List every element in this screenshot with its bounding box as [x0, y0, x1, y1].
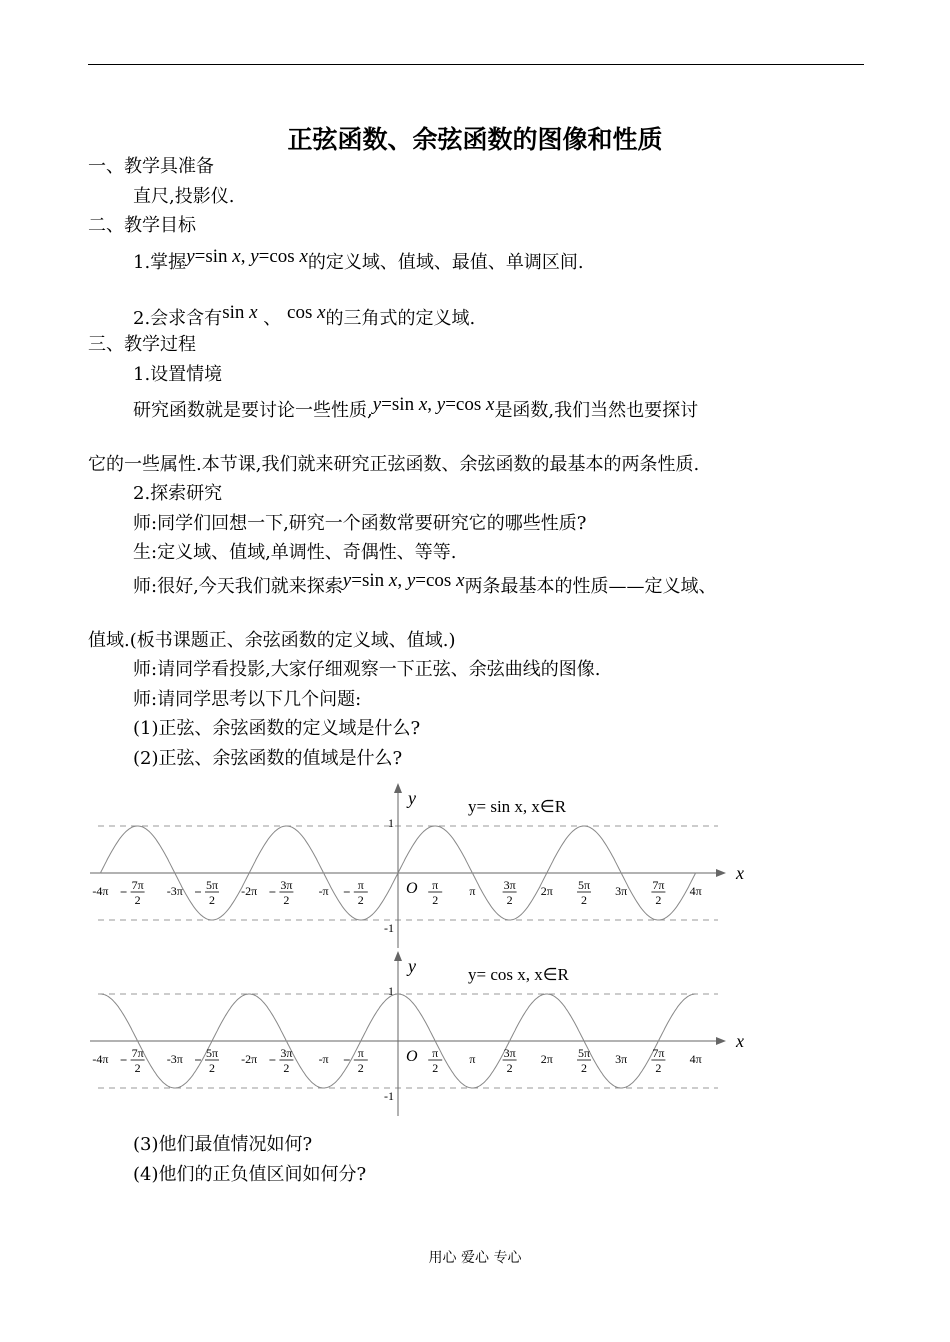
page-footer: 用心 爱心 专心 — [428, 1250, 522, 1266]
x-tick-label — [269, 1046, 293, 1075]
section-heading-1: 一、教学具准备 — [88, 156, 214, 177]
goal-1-suffix: 的定义域、值域、最值、单调区间. — [307, 252, 584, 273]
page-title: 正弦函数、余弦函数的图像和性质 — [287, 125, 663, 154]
tick-denominator: 2 — [209, 893, 215, 907]
x-tick-label — [92, 1052, 108, 1066]
tick-denominator: 2 — [581, 1061, 587, 1075]
formula-sin-cos — [373, 394, 495, 415]
math-x: x — [456, 570, 465, 591]
tick-numerator: 5π — [205, 1046, 219, 1060]
question-line: (3)他们最值情况如何? — [133, 1134, 313, 1155]
math-y: y — [436, 394, 446, 415]
x-axis-label: x — [736, 863, 744, 883]
goal-2-separator: 、 — [263, 308, 282, 329]
x-axis-label: x — [736, 1031, 744, 1051]
section-heading-3: 三、教学过程 — [88, 334, 196, 355]
question-line: (4)他们的正负值区间如何分? — [133, 1164, 367, 1185]
math-comma: , — [397, 570, 403, 591]
y-tick-label: -1 — [384, 921, 394, 935]
x-tick-label — [319, 884, 329, 898]
origin-label: O — [406, 880, 418, 897]
dialogue-line: 师:请同学思考以下几个问题: — [133, 689, 362, 710]
goal-2-prefix: 2.会求含有 — [133, 308, 223, 329]
tick-denominator: 2 — [209, 1061, 215, 1075]
math-eq: = — [351, 570, 362, 591]
tick-text: 4π — [689, 884, 702, 898]
tick-text: π — [469, 884, 476, 898]
x-tick-label — [428, 878, 442, 907]
math-x: x — [317, 302, 326, 323]
y-axis-label: y — [408, 956, 416, 976]
tick-numerator: 3π — [280, 1046, 293, 1060]
math-eq: = — [381, 394, 392, 415]
tick-text: -3π — [166, 884, 183, 898]
y-axis-arrow — [394, 783, 402, 793]
math-x: x — [486, 394, 495, 415]
tick-numerator: 7π — [652, 878, 665, 892]
tick-text: -4π — [92, 1052, 109, 1066]
tick-numerator: 7π — [131, 878, 144, 892]
tick-numerator: 3π — [503, 878, 516, 892]
goal-line-2 — [133, 302, 476, 330]
x-tick-label — [469, 1052, 475, 1066]
math-comma: , — [240, 246, 246, 267]
tick-numerator: 5π — [577, 1046, 591, 1060]
x-tick-label — [167, 1052, 183, 1066]
y-axis-arrow — [394, 951, 402, 961]
question-line: (1)正弦、余弦函数的定义域是什么? — [133, 718, 421, 739]
tick-text: 2π — [540, 884, 553, 898]
body-line: 值域.(板书课题正、余弦函数的定义域、值域.) — [88, 630, 456, 651]
subsection-heading: 2.探索研究 — [133, 483, 223, 504]
x-tick-label — [241, 884, 257, 898]
tick-denominator: 2 — [506, 1061, 513, 1075]
x-tick-label — [577, 878, 591, 907]
text-segment: 两条最基本的性质——定义域、 — [464, 576, 717, 597]
math-y: y — [406, 570, 416, 591]
tick-denominator: 2 — [581, 893, 587, 907]
tick-text: 3π — [615, 1052, 628, 1066]
tick-text: -3π — [166, 1052, 183, 1066]
tick-denominator: 2 — [357, 893, 364, 907]
tick-denominator: 2 — [283, 1061, 290, 1075]
math-sin: sin — [391, 394, 415, 415]
y-tick-label: 1 — [388, 984, 394, 998]
tick-text: π — [469, 1052, 476, 1066]
body-line: 直尺,投影仪. — [133, 186, 235, 207]
tick-numerator: 5π — [577, 878, 591, 892]
math-x: x — [249, 302, 258, 323]
math-cos: cos — [425, 570, 452, 591]
goal-line-1 — [133, 246, 584, 274]
chart-title: y= sin x, x∈R — [468, 797, 567, 816]
x-tick-label — [503, 1046, 517, 1075]
goal-2-suffix: 的三角式的定义域. — [325, 308, 476, 329]
x-axis-arrow — [716, 869, 726, 877]
x-tick-label — [319, 1052, 329, 1066]
x-tick-label — [344, 878, 368, 907]
math-y: y — [372, 394, 382, 415]
x-tick-label — [121, 1046, 145, 1075]
math-eq: = — [415, 570, 426, 591]
x-tick-label — [195, 878, 219, 907]
tick-denominator: 2 — [134, 893, 141, 907]
x-tick-label — [167, 884, 183, 898]
math-eq: = — [445, 394, 456, 415]
dialogue-line — [133, 570, 717, 598]
x-tick-label — [690, 884, 702, 898]
dialogue-line: 师:请同学看投影,大家仔细观察一下正弦、余弦曲线的图像. — [133, 659, 601, 680]
formula-sin-cos — [343, 570, 465, 591]
body-line: 它的一些属性.本节课,我们就来研究正弦函数、余弦函数的最基本的两条性质. — [88, 454, 700, 475]
tick-text: 4π — [689, 1052, 702, 1066]
dialogue-line: 师:同学们回想一下,研究一个函数常要研究它的哪些性质? — [133, 513, 587, 534]
tick-numerator: π — [357, 878, 364, 892]
math-y: y — [342, 570, 352, 591]
tick-numerator: 5π — [205, 878, 219, 892]
tick-text: -π — [318, 884, 329, 898]
x-tick-label — [615, 884, 627, 898]
tick-denominator: 2 — [655, 893, 662, 907]
math-eq: = — [194, 246, 206, 267]
tick-denominator: 2 — [134, 1061, 141, 1075]
math-x: x — [418, 394, 428, 415]
math-x: x — [232, 246, 241, 267]
x-tick-label — [92, 884, 108, 898]
math-cos: cos — [269, 246, 295, 267]
tick-denominator: 2 — [506, 893, 513, 907]
math-eq: = — [258, 246, 270, 267]
math-x: x — [388, 570, 398, 591]
x-tick-label — [690, 1052, 702, 1066]
tick-numerator: π — [432, 878, 439, 892]
tick-denominator: 2 — [357, 1061, 364, 1075]
math-y: y — [250, 246, 259, 267]
tick-numerator: 7π — [131, 1046, 144, 1060]
x-tick-label — [241, 1052, 257, 1066]
tick-text: -4π — [92, 884, 109, 898]
chart-title: y= cos x, x∈R — [468, 965, 569, 984]
dialogue-line: 生:定义域、值域,单调性、奇偶性、等等. — [133, 542, 457, 563]
math-y: y — [186, 246, 195, 267]
goal-1-prefix: 1.掌握 — [133, 252, 187, 273]
tick-numerator: 7π — [652, 1046, 665, 1060]
formula-sin-cos — [186, 246, 308, 267]
x-tick-label — [615, 1052, 627, 1066]
x-tick-label — [541, 884, 553, 898]
math-sin: sin — [222, 302, 245, 323]
formula-cosx — [287, 302, 326, 323]
x-axis-arrow — [716, 1037, 726, 1045]
math-cos: cos — [455, 394, 482, 415]
x-tick-label — [195, 1046, 219, 1075]
formula-sinx — [222, 302, 257, 323]
origin-label: O — [406, 1048, 418, 1065]
math-cos: cos — [287, 302, 313, 323]
header-rule — [88, 64, 864, 65]
tick-denominator: 2 — [283, 893, 290, 907]
section-heading-2: 二、教学目标 — [88, 215, 196, 236]
x-tick-label — [651, 878, 665, 907]
tick-text: 3π — [615, 884, 628, 898]
y-axis-label: y — [408, 788, 416, 808]
subsection-heading: 1.设置情境 — [133, 364, 223, 385]
text-segment: 是函数,我们当然也要探讨 — [494, 400, 699, 421]
x-tick-label — [503, 878, 517, 907]
question-line: (2)正弦、余弦函数的值域是什么? — [133, 748, 403, 769]
y-tick-label: 1 — [388, 816, 394, 830]
math-comma: , — [427, 394, 433, 415]
text-segment: 研究函数就是要讨论一些性质, — [133, 400, 373, 421]
x-tick-label — [269, 878, 293, 907]
math-x: x — [299, 246, 308, 267]
tick-denominator: 2 — [655, 1061, 662, 1075]
tick-numerator: π — [432, 1046, 439, 1060]
math-sin: sin — [361, 570, 385, 591]
body-line — [133, 394, 699, 422]
text-segment: 师:很好,今天我们就来探索 — [133, 576, 343, 597]
x-tick-label — [541, 1052, 553, 1066]
tick-text: 2π — [540, 1052, 553, 1066]
tick-numerator: 3π — [280, 878, 293, 892]
tick-text: -2π — [241, 1052, 258, 1066]
tick-numerator: 3π — [503, 1046, 516, 1060]
cosine-graph — [88, 948, 768, 1123]
y-tick-label: -1 — [384, 1089, 394, 1103]
x-tick-label — [651, 1046, 665, 1075]
x-tick-label — [121, 878, 145, 907]
tick-denominator: 2 — [432, 893, 439, 907]
tick-text: -π — [318, 1052, 329, 1066]
x-tick-label — [469, 884, 475, 898]
tick-denominator: 2 — [432, 1061, 439, 1075]
x-tick-label — [577, 1046, 591, 1075]
sine-graph — [88, 780, 768, 955]
math-sin: sin — [205, 246, 228, 267]
tick-numerator: π — [357, 1046, 364, 1060]
tick-text: -2π — [241, 884, 258, 898]
